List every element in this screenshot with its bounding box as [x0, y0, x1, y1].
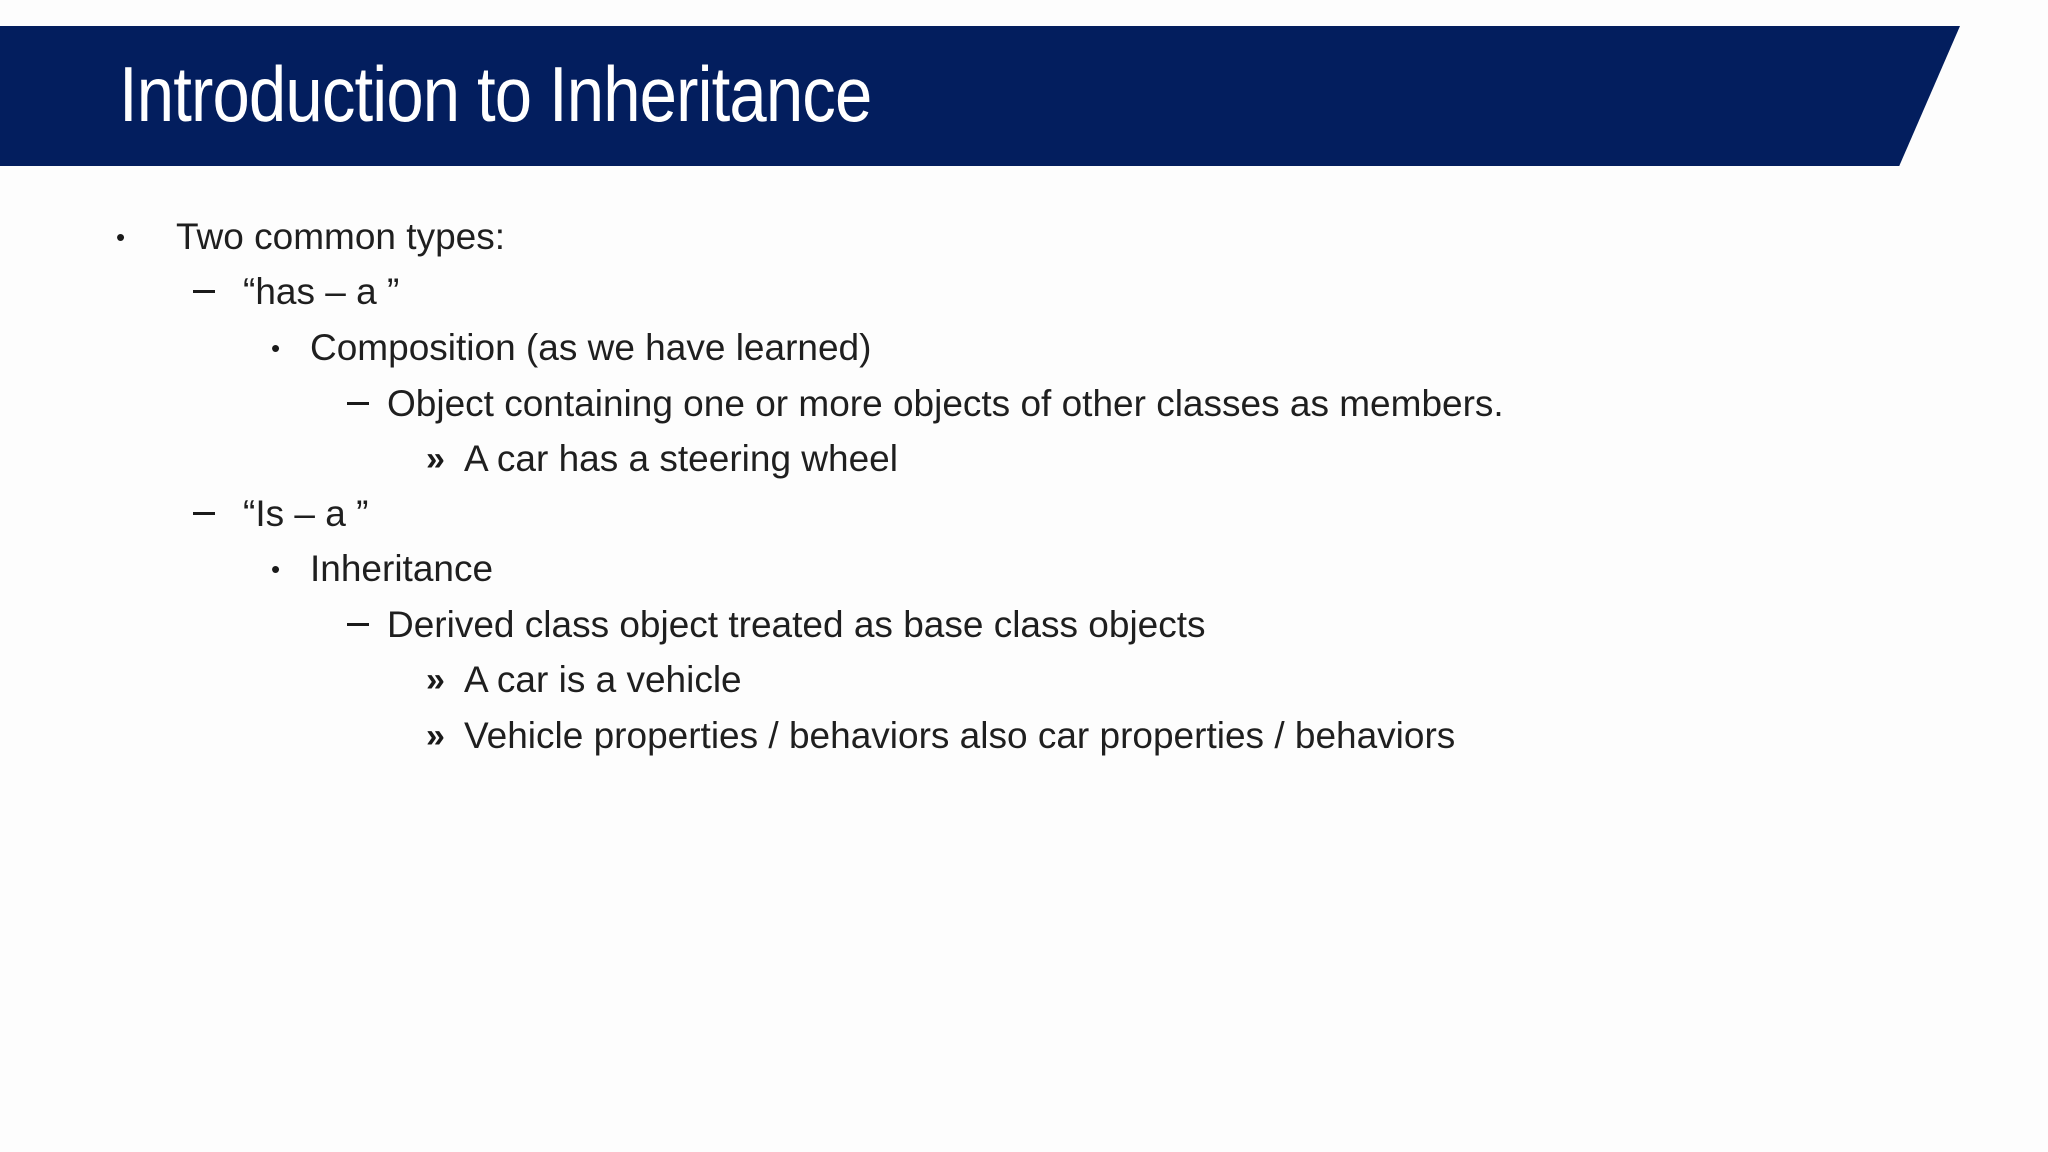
list-item-text: Two common types:: [176, 216, 506, 257]
list-item: [116, 209, 716, 265]
list-item-text: Vehicle properties / behaviors also car properties / behaviors: [464, 715, 1456, 756]
list-item-text: “has – a ”: [243, 271, 400, 312]
bullet-dash-icon: [193, 486, 215, 542]
bullet-dot-icon: •: [271, 554, 281, 584]
list-item-text: Object containing one or more objects of other classes as members.: [387, 383, 1504, 424]
list-item-text: A car is a vehicle: [464, 659, 742, 700]
bullet-chevron-icon: »: [426, 717, 445, 755]
bullet-dash-icon: [193, 264, 215, 320]
list-item: [426, 708, 1526, 764]
bullet-dot-icon: •: [116, 222, 126, 252]
list-item: [347, 376, 1547, 432]
list-item-text: A car has a steering wheel: [464, 438, 898, 479]
list-item: [347, 597, 1347, 653]
bullet-dash-icon: [347, 597, 369, 653]
list-item: [271, 541, 871, 597]
list-item: [271, 320, 971, 376]
slide-title: Introduction to Inheritance: [119, 50, 872, 138]
list-item-text: Composition (as we have learned): [310, 327, 872, 368]
bullet-dash-icon: [347, 376, 369, 432]
list-item: [193, 486, 593, 542]
list-item: [193, 264, 593, 320]
list-item: [426, 652, 1026, 708]
list-item-text: “Is – a ”: [243, 493, 369, 534]
list-item-text: Derived class object treated as base class objects: [387, 604, 1206, 645]
bullet-chevron-icon: »: [426, 440, 445, 478]
bullet-chevron-icon: »: [426, 661, 445, 699]
list-item-text: Inheritance: [310, 548, 494, 589]
list-item: [426, 431, 1126, 487]
bullet-dot-icon: •: [271, 333, 281, 363]
